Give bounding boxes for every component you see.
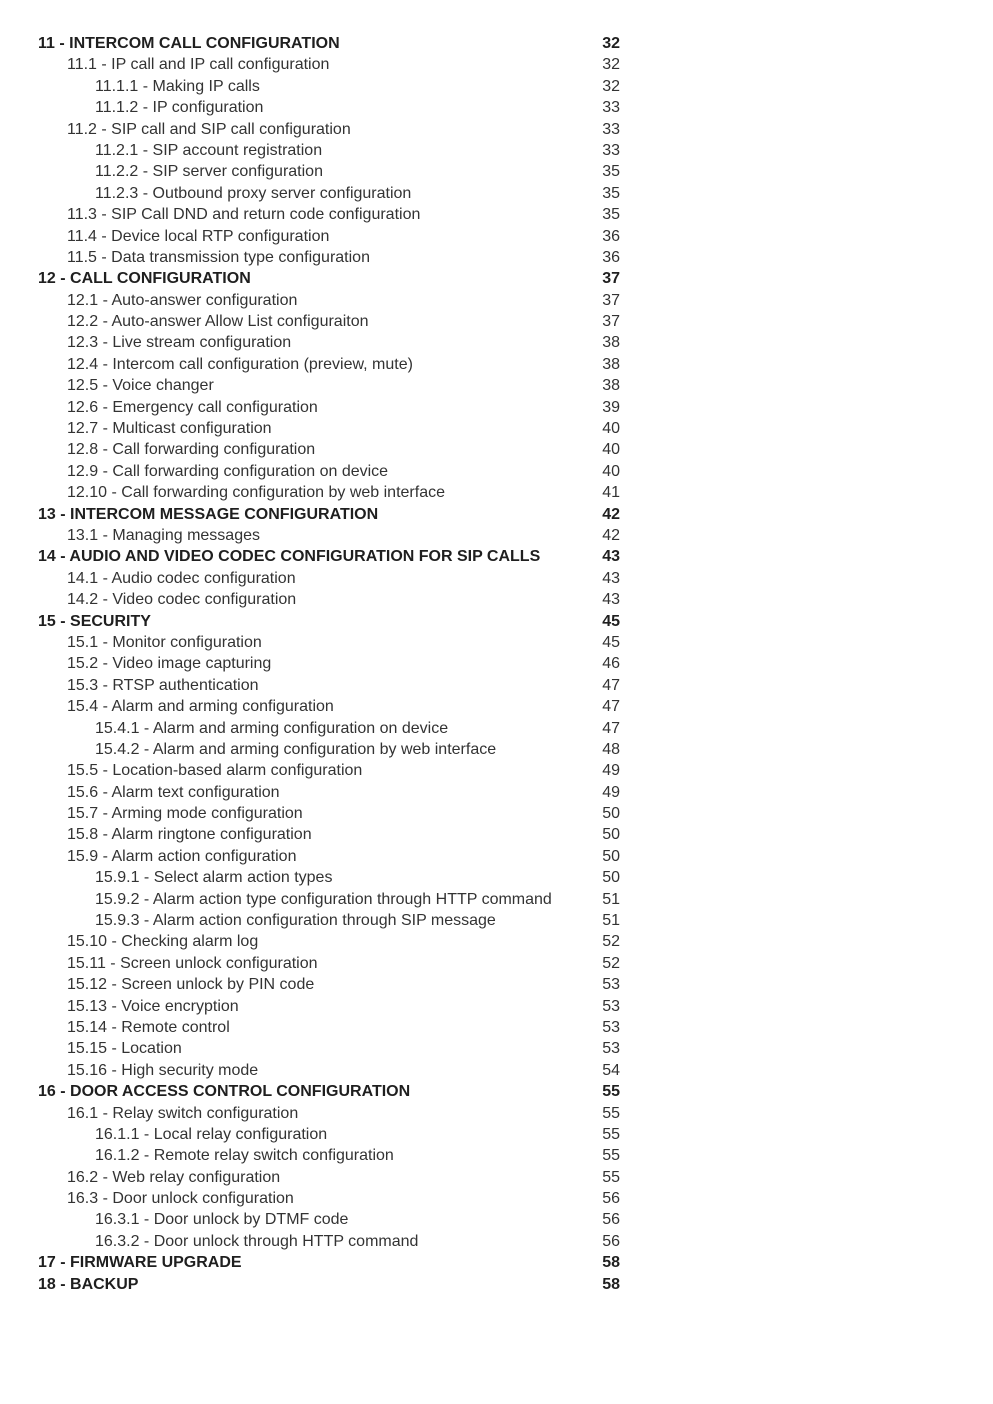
toc-entry-title: 11.2.2 - SIP server configuration xyxy=(95,163,323,181)
toc-entry-page-number: 46 xyxy=(602,655,620,673)
toc-subsection-entry[interactable] xyxy=(38,739,628,760)
toc-entry-page-number: 52 xyxy=(602,954,620,972)
toc-subsection-entry[interactable] xyxy=(38,867,628,888)
toc-entry-title: 12.3 - Live stream configuration xyxy=(67,334,292,352)
toc-entry-title: 18 - BACKUP xyxy=(38,1275,139,1293)
toc-entry-title: 11.3 - SIP Call DND and return code configuration xyxy=(67,206,421,224)
toc-chapter-entry[interactable] xyxy=(38,504,628,525)
toc-entry-page-number: 58 xyxy=(602,1275,620,1293)
toc-section-entry[interactable] xyxy=(38,782,628,803)
toc-entry-title: 14.2 - Video codec configuration xyxy=(67,591,297,609)
toc-entry-title: 12.6 - Emergency call configuration xyxy=(67,398,318,416)
toc-entry-page-number: 37 xyxy=(602,270,620,288)
toc-entry-page-number: 40 xyxy=(602,420,620,438)
toc-entry-page-number: 40 xyxy=(602,441,620,459)
toc-section-entry[interactable] xyxy=(38,760,628,781)
toc-section-entry[interactable] xyxy=(38,54,628,75)
toc-section-entry[interactable] xyxy=(38,1103,628,1124)
toc-entry-title: 15.12 - Screen unlock by PIN code xyxy=(67,976,315,994)
toc-subsection-entry[interactable] xyxy=(38,1209,628,1230)
toc-entry-title: 15.4.1 - Alarm and arming configuration on device xyxy=(95,719,449,737)
toc-entry-page-number: 35 xyxy=(602,206,620,224)
toc-entry-page-number: 48 xyxy=(602,740,620,758)
toc-entry-page-number: 56 xyxy=(602,1232,620,1250)
toc-section-entry[interactable] xyxy=(38,1167,628,1188)
toc-entry-title: 12.7 - Multicast configuration xyxy=(67,420,272,438)
toc-section-entry[interactable] xyxy=(38,226,628,247)
toc-subsection-entry[interactable] xyxy=(38,1145,628,1166)
toc-section-entry[interactable] xyxy=(38,311,628,332)
toc-entry-page-number: 39 xyxy=(602,398,620,416)
toc-section-entry[interactable] xyxy=(38,803,628,824)
toc-entry-title: 14.1 - Audio codec configuration xyxy=(67,569,296,587)
toc-subsection-entry[interactable] xyxy=(38,889,628,910)
toc-entry-title: 15.16 - High security mode xyxy=(67,1061,259,1079)
toc-section-entry[interactable] xyxy=(38,653,628,674)
toc-entry-page-number: 32 xyxy=(602,56,620,74)
toc-section-entry[interactable] xyxy=(38,1060,628,1081)
toc-entry-page-number: 50 xyxy=(602,847,620,865)
toc-entry-title: 15.3 - RTSP authentication xyxy=(67,676,259,694)
toc-section-entry[interactable] xyxy=(38,204,628,225)
toc-entry-page-number: 45 xyxy=(602,633,620,651)
toc-entry-page-number: 50 xyxy=(602,826,620,844)
toc-entry-page-number: 37 xyxy=(602,291,620,309)
toc-subsection-entry[interactable] xyxy=(38,140,628,161)
toc-entry-page-number: 47 xyxy=(602,676,620,694)
toc-entry-title: 15 - SECURITY xyxy=(38,612,151,630)
toc-entry-title: 11.2 - SIP call and SIP call configuration xyxy=(67,120,351,138)
toc-entry-title: 13 - INTERCOM MESSAGE CONFIGURATION xyxy=(38,505,379,523)
toc-section-entry[interactable] xyxy=(38,996,628,1017)
toc-subsection-entry[interactable] xyxy=(38,183,628,204)
toc-entry-title: 16.3.1 - Door unlock by DTMF code xyxy=(95,1211,349,1229)
toc-entry-page-number: 38 xyxy=(602,334,620,352)
toc-entry-title: 12 - CALL CONFIGURATION xyxy=(38,270,251,288)
toc-entry-title: 12.1 - Auto-answer configuration xyxy=(67,291,298,309)
toc-subsection-entry[interactable] xyxy=(38,76,628,97)
toc-entry-title: 16.1.1 - Local relay configuration xyxy=(95,1125,328,1143)
toc-section-entry[interactable] xyxy=(38,525,628,546)
toc-entry-page-number: 42 xyxy=(602,505,620,523)
toc-section-entry[interactable] xyxy=(38,354,628,375)
toc-entry-title: 12.10 - Call forwarding configuration by web interface xyxy=(67,484,445,502)
toc-entry-page-number: 55 xyxy=(602,1168,620,1186)
toc-entry-title: 11.5 - Data transmission type configuration xyxy=(67,248,370,266)
toc-section-entry[interactable] xyxy=(38,247,628,268)
toc-entry-title: 11.1.2 - IP configuration xyxy=(95,99,264,117)
table-of-contents xyxy=(38,33,628,1295)
toc-entry-page-number: 49 xyxy=(602,762,620,780)
toc-section-entry[interactable] xyxy=(38,439,628,460)
toc-entry-title: 12.9 - Call forwarding configuration on device xyxy=(67,462,389,480)
toc-chapter-entry[interactable] xyxy=(38,268,628,289)
toc-section-entry[interactable] xyxy=(38,696,628,717)
toc-entry-page-number: 51 xyxy=(602,912,620,930)
toc-entry-page-number: 38 xyxy=(602,377,620,395)
toc-entry-title: 15.9.1 - Select alarm action types xyxy=(95,869,333,887)
toc-section-entry[interactable] xyxy=(38,974,628,995)
toc-entry-title: 15.14 - Remote control xyxy=(67,1018,230,1036)
toc-section-entry[interactable] xyxy=(38,953,628,974)
toc-entry-title: 11 - INTERCOM CALL CONFIGURATION xyxy=(38,35,340,52)
toc-entry-title: 15.5 - Location-based alarm configuration xyxy=(67,762,363,780)
toc-entry-page-number: 33 xyxy=(602,141,620,159)
toc-chapter-entry[interactable] xyxy=(38,1274,628,1295)
toc-chapter-entry[interactable] xyxy=(38,611,628,632)
toc-section-entry[interactable] xyxy=(38,568,628,589)
toc-entry-title: 11.1.1 - Making IP calls xyxy=(95,77,260,95)
toc-entry-title: 16.3.2 - Door unlock through HTTP command xyxy=(95,1232,419,1250)
toc-entry-title: 12.4 - Intercom call configuration (preview, mute) xyxy=(67,355,413,373)
toc-entry-page-number: 43 xyxy=(602,548,620,566)
toc-entry-page-number: 50 xyxy=(602,869,620,887)
toc-entry-page-number: 54 xyxy=(602,1061,620,1079)
toc-entry-page-number: 47 xyxy=(602,719,620,737)
toc-entry-page-number: 32 xyxy=(602,35,620,52)
toc-entry-title: 14 - AUDIO AND VIDEO CODEC CONFIGURATION FOR SIP CALLS xyxy=(38,548,541,566)
toc-entry-page-number: 45 xyxy=(602,612,620,630)
toc-entry-page-number: 53 xyxy=(602,976,620,994)
toc-subsection-entry[interactable] xyxy=(38,161,628,182)
toc-section-entry[interactable] xyxy=(38,332,628,353)
toc-entry-title: 11.2.3 - Outbound proxy server configuration xyxy=(95,184,412,202)
toc-entry-page-number: 49 xyxy=(602,783,620,801)
toc-entry-title: 15.2 - Video image capturing xyxy=(67,655,272,673)
toc-entry-title: 15.4 - Alarm and arming configuration xyxy=(67,698,334,716)
toc-subsection-entry[interactable] xyxy=(38,97,628,118)
toc-entry-title: 15.15 - Location xyxy=(67,1040,182,1058)
toc-section-entry[interactable] xyxy=(38,482,628,503)
toc-entry-page-number: 56 xyxy=(602,1211,620,1229)
toc-section-entry[interactable] xyxy=(38,375,628,396)
toc-entry-title: 15.9.2 - Alarm action type configuration through HTTP command xyxy=(95,890,552,908)
toc-section-entry[interactable] xyxy=(38,824,628,845)
toc-entry-page-number: 32 xyxy=(602,77,620,95)
toc-entry-title: 15.7 - Arming mode configuration xyxy=(67,805,303,823)
toc-entry-page-number: 55 xyxy=(602,1104,620,1122)
toc-entry-title: 15.9.3 - Alarm action configuration through SIP message xyxy=(95,912,496,930)
toc-entry-title: 16.2 - Web relay configuration xyxy=(67,1168,281,1186)
toc-entry-page-number: 37 xyxy=(602,313,620,331)
toc-entry-title: 15.4.2 - Alarm and arming configuration by web interface xyxy=(95,740,497,758)
toc-entry-page-number: 47 xyxy=(602,698,620,716)
toc-entry-title: 12.2 - Auto-answer Allow List configuraiton xyxy=(67,313,369,331)
toc-chapter-entry[interactable] xyxy=(38,546,628,567)
toc-entry-page-number: 55 xyxy=(602,1147,620,1165)
toc-entry-page-number: 55 xyxy=(602,1083,620,1101)
toc-section-entry[interactable] xyxy=(38,290,628,311)
toc-section-entry[interactable] xyxy=(38,632,628,653)
toc-section-entry[interactable] xyxy=(38,119,628,140)
toc-entry-page-number: 50 xyxy=(602,805,620,823)
toc-entry-title: 11.4 - Device local RTP configuration xyxy=(67,227,330,245)
toc-chapter-entry[interactable] xyxy=(38,1252,628,1273)
toc-entry-page-number: 53 xyxy=(602,1040,620,1058)
toc-entry-title: 11.1 - IP call and IP call configuration xyxy=(67,56,330,74)
toc-entry-page-number: 33 xyxy=(602,120,620,138)
toc-section-entry[interactable] xyxy=(38,846,628,867)
toc-section-entry[interactable] xyxy=(38,397,628,418)
toc-entry-page-number: 38 xyxy=(602,355,620,373)
toc-subsection-entry[interactable] xyxy=(38,718,628,739)
toc-entry-title: 16.1.2 - Remote relay switch configuration xyxy=(95,1147,394,1165)
toc-entry-title: 15.13 - Voice encryption xyxy=(67,997,239,1015)
toc-entry-title: 12.8 - Call forwarding configuration xyxy=(67,441,316,459)
toc-entry-page-number: 53 xyxy=(602,1018,620,1036)
toc-entry-title: 15.6 - Alarm text configuration xyxy=(67,783,280,801)
toc-entry-title: 15.1 - Monitor configuration xyxy=(67,633,262,651)
toc-entry-page-number: 53 xyxy=(602,997,620,1015)
toc-entry-page-number: 41 xyxy=(602,484,620,502)
toc-subsection-entry[interactable] xyxy=(38,910,628,931)
toc-section-entry[interactable] xyxy=(38,1188,628,1209)
toc-entry-page-number: 43 xyxy=(602,591,620,609)
toc-section-entry[interactable] xyxy=(38,418,628,439)
toc-entry-title: 15.10 - Checking alarm log xyxy=(67,933,259,951)
toc-entry-page-number: 56 xyxy=(602,1190,620,1208)
toc-entry-page-number: 58 xyxy=(602,1254,620,1272)
toc-entry-page-number: 40 xyxy=(602,462,620,480)
toc-section-entry[interactable] xyxy=(38,1038,628,1059)
toc-entry-page-number: 55 xyxy=(602,1125,620,1143)
toc-section-entry[interactable] xyxy=(38,1017,628,1038)
toc-entry-title: 15.11 - Screen unlock configuration xyxy=(67,954,318,972)
toc-entry-title: 13.1 - Managing messages xyxy=(67,526,260,544)
toc-entry-page-number: 52 xyxy=(602,933,620,951)
toc-entry-title: 16 - DOOR ACCESS CONTROL CONFIGURATION xyxy=(38,1083,411,1101)
toc-entry-page-number: 42 xyxy=(602,526,620,544)
toc-subsection-entry[interactable] xyxy=(38,1124,628,1145)
toc-entry-title: 16.1 - Relay switch configuration xyxy=(67,1104,299,1122)
toc-section-entry[interactable] xyxy=(38,461,628,482)
toc-chapter-entry[interactable] xyxy=(38,1081,628,1102)
toc-entry-page-number: 51 xyxy=(602,890,620,908)
toc-entry-page-number: 36 xyxy=(602,227,620,245)
toc-entry-title: 15.8 - Alarm ringtone configuration xyxy=(67,826,312,844)
toc-chapter-entry[interactable] xyxy=(38,33,628,54)
toc-section-entry[interactable] xyxy=(38,589,628,610)
toc-entry-page-number: 43 xyxy=(602,569,620,587)
toc-entry-page-number: 35 xyxy=(602,184,620,202)
toc-subsection-entry[interactable] xyxy=(38,1231,628,1252)
toc-entry-page-number: 33 xyxy=(602,99,620,117)
toc-entry-title: 11.2.1 - SIP account registration xyxy=(95,141,323,159)
toc-entry-title: 15.9 - Alarm action configuration xyxy=(67,847,297,865)
toc-entry-page-number: 36 xyxy=(602,248,620,266)
toc-section-entry[interactable] xyxy=(38,675,628,696)
toc-section-entry[interactable] xyxy=(38,931,628,952)
toc-entry-title: 12.5 - Voice changer xyxy=(67,377,214,395)
toc-entry-title: 17 - FIRMWARE UPGRADE xyxy=(38,1254,242,1272)
toc-entry-page-number: 35 xyxy=(602,163,620,181)
toc-entry-title: 16.3 - Door unlock configuration xyxy=(67,1190,294,1208)
